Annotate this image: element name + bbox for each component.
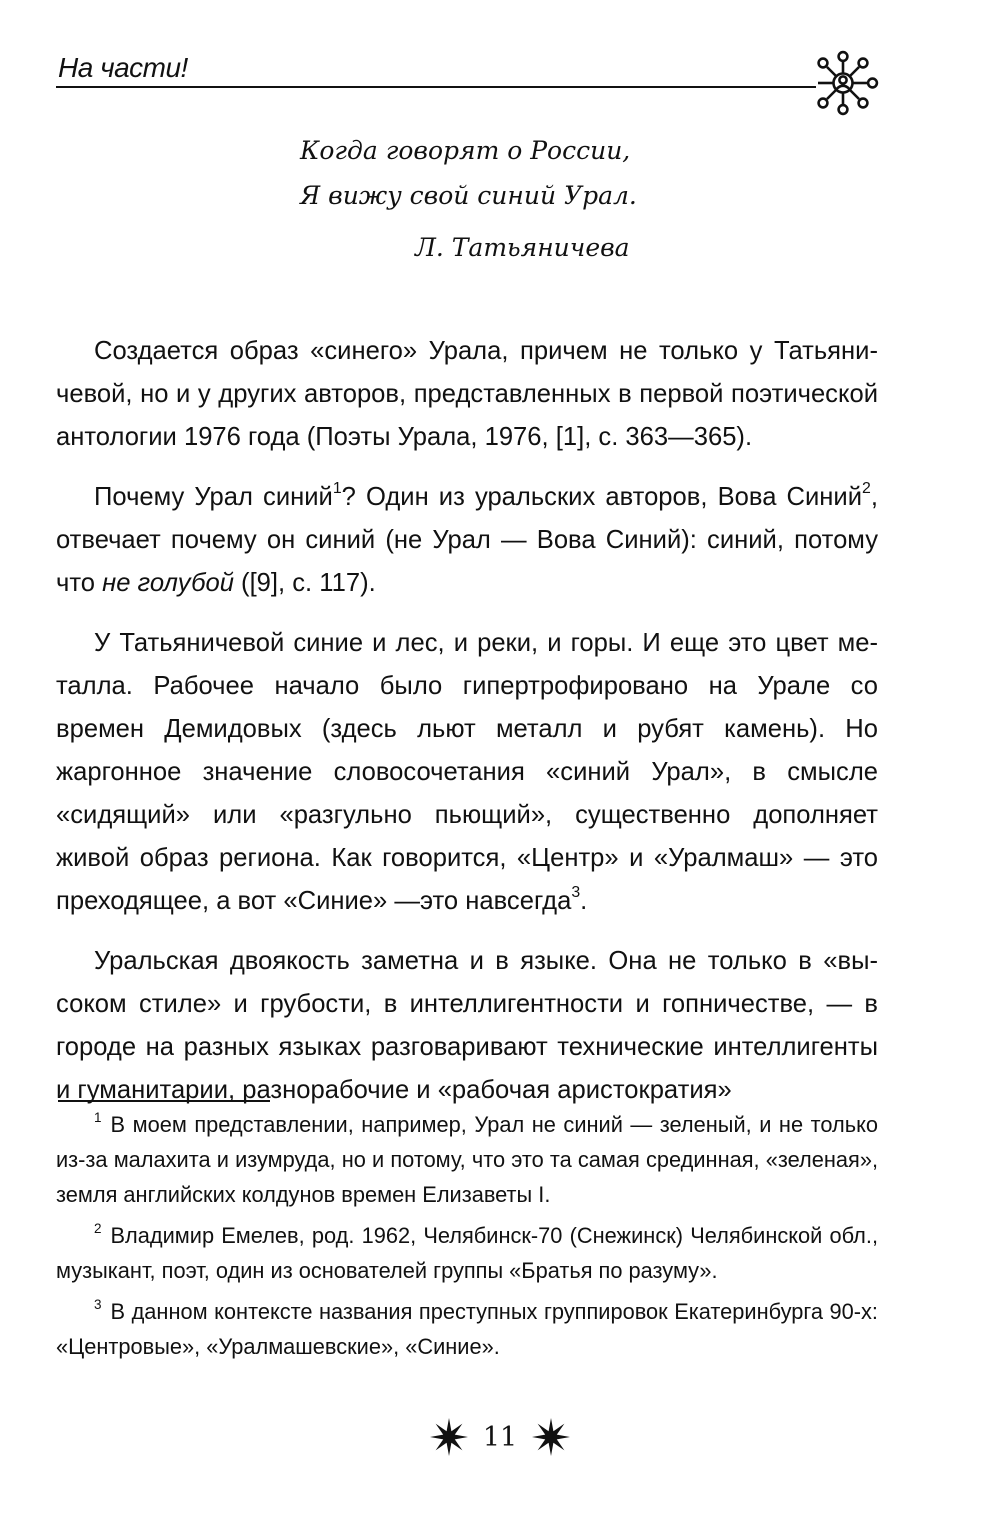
epigraph-line-1: Когда говорят о России,	[300, 136, 631, 165]
footnote-text: В моем представлении, например, Урал не синий — зеленый, и не только из-за малахита и изумруда, но и потому, что это та самая срединная, «зеленая», земля английских колдунов времен Елизаветы I.	[56, 1112, 878, 1207]
footnote-rule	[58, 1100, 270, 1102]
page-footer	[0, 1412, 1000, 1462]
footnote-2	[56, 1218, 878, 1288]
footnote-number: 2	[94, 1220, 102, 1236]
footnote-text: Владимир Емелев, род. 1962, Челябинск-70 (Снежинск) Челябинской обл., музыкант, поэт, один из основателей группы «Братья по разуму».	[56, 1223, 878, 1283]
emphasis-text: не голубой	[102, 569, 234, 597]
footnote-text: В данном контексте названия преступных группировок Екатеринбурга 90-х: «Центровые», «Уралмашевские», «Синие».	[56, 1299, 878, 1359]
footnote-1	[56, 1107, 878, 1212]
paragraph-2	[56, 476, 878, 605]
footnote-number: 1	[94, 1109, 102, 1125]
page-number: 11	[482, 1421, 518, 1453]
epigraph-author: Л. Татьяничева	[415, 233, 630, 262]
flower-ornament-icon	[806, 46, 880, 120]
star-burst-icon	[429, 1417, 469, 1457]
footnote-ref-1[interactable]: 1	[332, 480, 342, 498]
footnote-ref-2[interactable]: 2	[862, 480, 871, 498]
paragraph-3-text: У Татьяничевой синие и лес, и реки, и горы. И еще это цвет металла. Рабочее начало было гипертрофировано на Урале со времен Демидовых (здесь льют металл и рубят камень). Но жаргонное значение словосочетания «синий Урал», в смысле «сидящий» или «разгульно пьющий», существенно дополняет живой образ региона. Как говорится, «Центр» и «Уралмаш» — это преходящее, а вот «Синие» —это навсегда	[56, 629, 878, 915]
star-burst-icon	[531, 1417, 571, 1457]
body-text	[56, 330, 878, 1112]
paragraph-3-end: .	[580, 887, 588, 915]
footnotes	[56, 1107, 878, 1370]
epigraph	[300, 128, 700, 270]
footnote-ref-3[interactable]: 3	[571, 884, 581, 902]
paragraph-2-part-1: Почему Урал синий	[94, 483, 333, 511]
running-head: На части!	[58, 52, 188, 83]
paragraph-2-part-4: ([9], с. 117).	[233, 569, 376, 597]
epigraph-line-2: Я вижу свой синий Урал.	[300, 181, 637, 210]
paragraph-2-part-3: , отвечает почему он синий (не Урал — Вова Синий): синий, потому что	[56, 483, 878, 597]
paragraph-4: Уральская двоякость заметна и в языке. Она не только в «высоком стиле» и грубости, в интеллигентности и гопничестве, — в городе на разных языках разговаривают технические интеллигенты и гуманитарии, разнорабочие и «рабочая аристократия»	[56, 947, 878, 1104]
paragraph-2-part-2: ? Один из уральских авторов, Вова Синий	[341, 483, 863, 511]
header-rule	[56, 86, 816, 88]
paragraph-3	[56, 622, 878, 923]
paragraph-1: Создается образ «синего» Урала, причем не только у Татьяничевой, но и у других авторов, представленных в первой поэтической антологии 1976 года (Поэты Урала, 1976, [1], с. 363—365).	[56, 337, 878, 451]
footnote-3	[56, 1294, 878, 1364]
footnote-number: 3	[94, 1296, 102, 1312]
